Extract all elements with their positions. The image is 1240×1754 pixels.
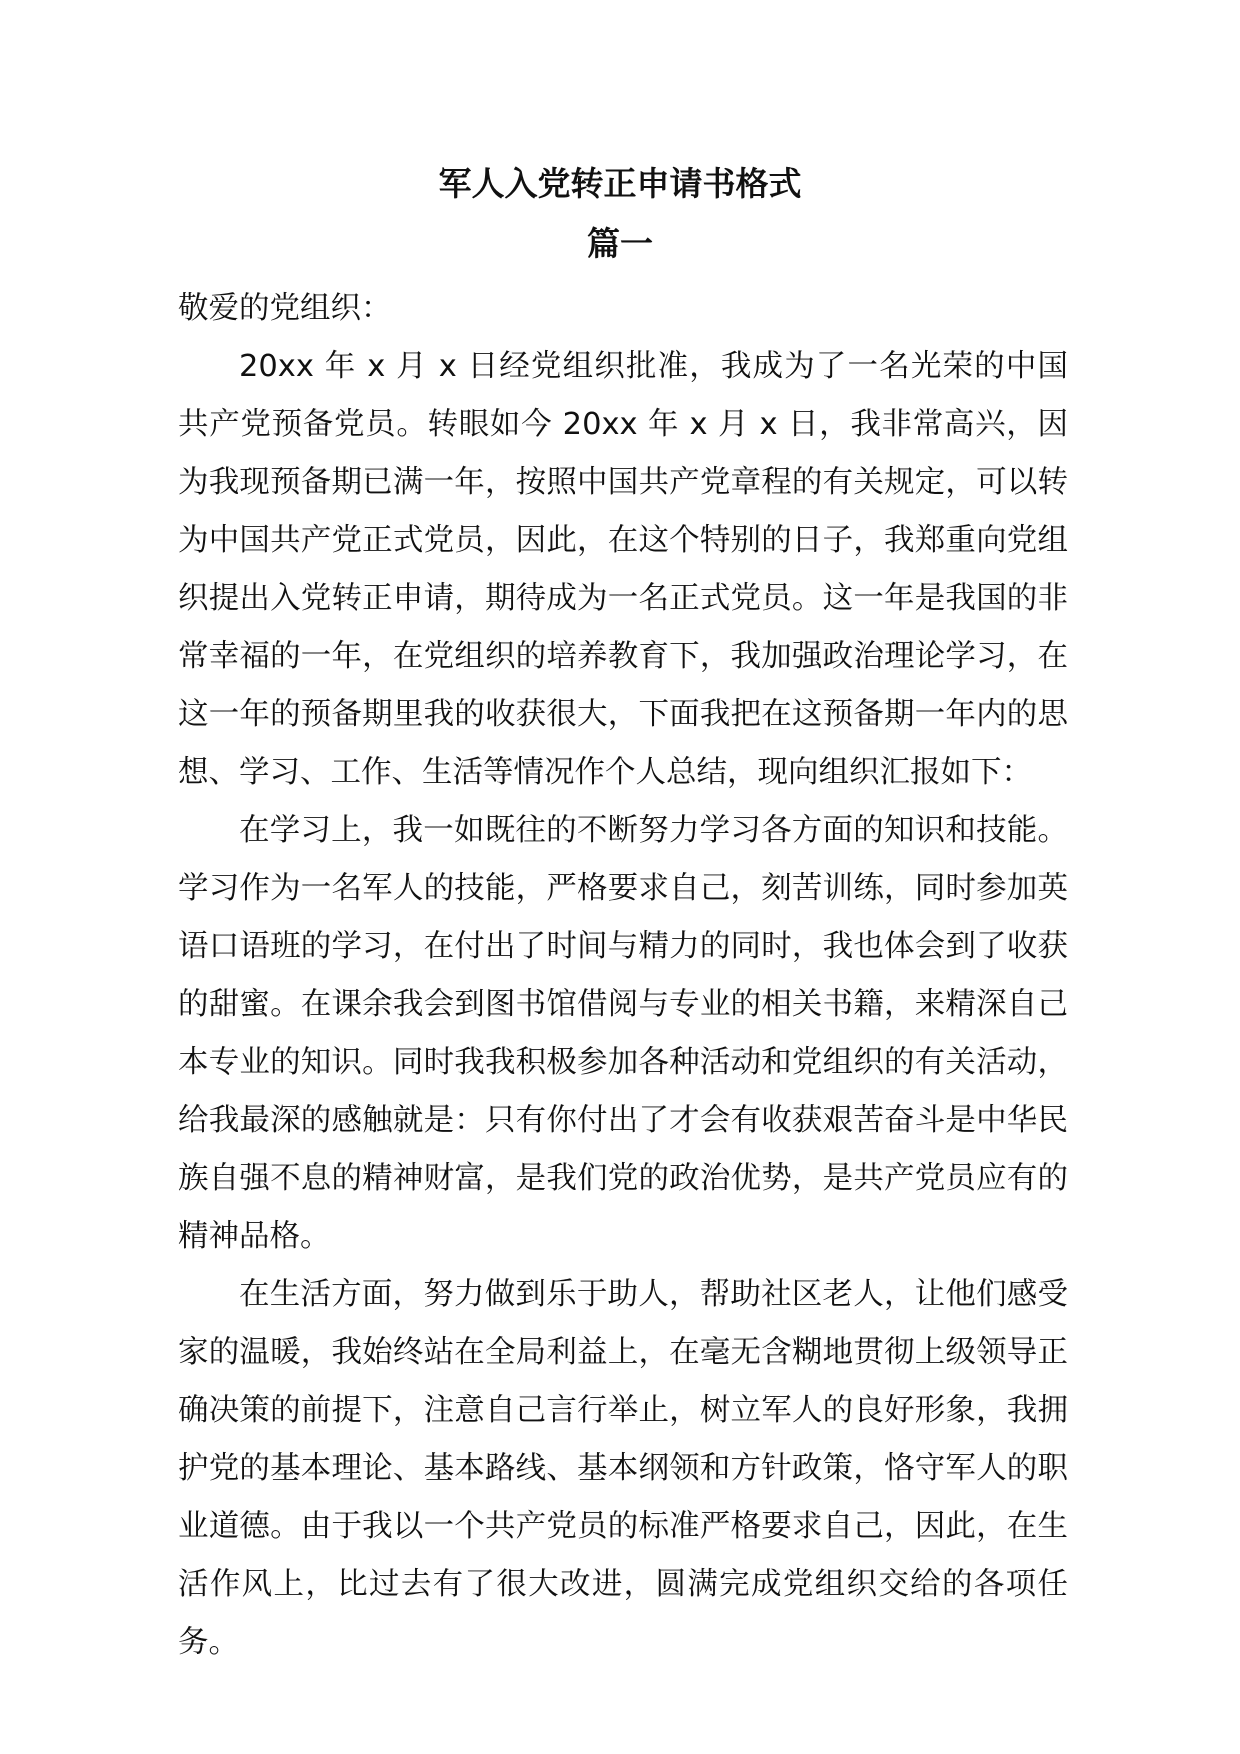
paragraph-3: 在生活方面，努力做到乐于助人，帮助社区老人，让他们感受家的温暖，我始终站在全局利益上，在毫无含糊地贯彻上级领导正确决策的前提下，注意自己言行举止，树立军人的良好形象，我拥护党的基本理论、基本路线、基本纲领和方针政策，恪守军人的职业道德。由于我以一个共产党员的标准严格要求自己，因此，在生活作风上，比过去有了很大改进，圆满完成党组织交给的各项任务。 xyxy=(178,1277,1068,1660)
document-body xyxy=(178,280,1068,1672)
paragraph-1: 20xx 年 x 月 x 日经党组织批准，我成为了一名光荣的中国共产党预备党员。转眼如今 20xx 年 x 月 x 日，我非常高兴，因为我现预备期已满一年，按照中国共产党章程的有关规定，可以转为中国共产党正式党员，因此，在这个特别的日子，我郑重向党组织提出入党转正申请，期待成为一名正式党员。这一年是我国的非常幸福的一年，在党组织的培养教育下，我加强政治理论学习，在这一年的预备期里我的收获很大，下面我把在这预备期一年内的思想、学习、工作、生活等情况作个人总结，现向组织汇报如下： xyxy=(178,349,1068,790)
document-title: 军人入党转正申请书格式 xyxy=(438,164,802,203)
document-subtitle: 篇一 xyxy=(587,224,653,263)
paragraph-2: 在学习上，我一如既往的不断努力学习各方面的知识和技能。学习作为一名军人的技能，严格要求自己，刻苦训练，同时参加英语口语班的学习，在付出了时间与精力的同时，我也体会到了收获的甜蜜。在课余我会到图书馆借阅与专业的相关书籍，来精深自己本专业的知识。同时我我积极参加各种活动和党组织的有关活动，给我最深的感触就是：只有你付出了才会有收获艰苦奋斗是中华民族自强不息的精神财富，是我们党的政治优势，是共产党员应有的精神品格。 xyxy=(178,813,1068,1254)
salutation: 敬爱的党组织： xyxy=(178,291,392,326)
